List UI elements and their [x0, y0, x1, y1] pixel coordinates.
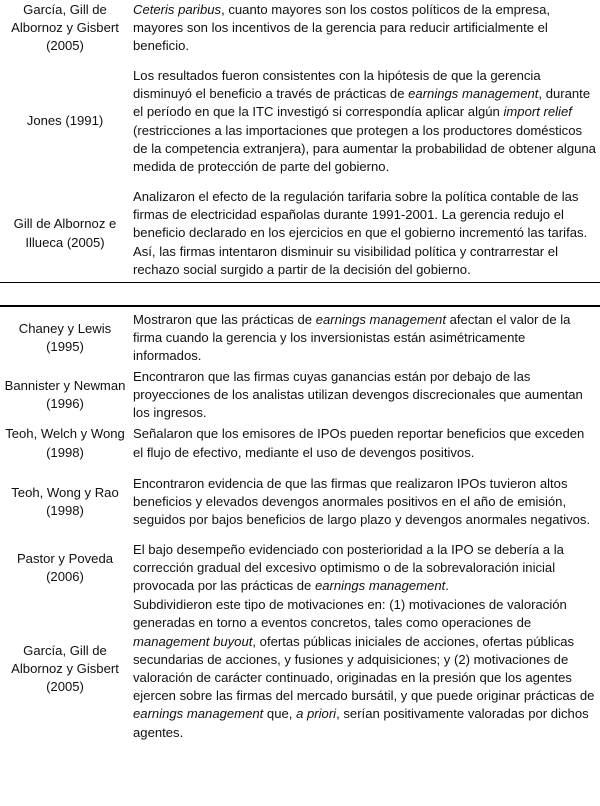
italic-text-run: earnings management — [408, 86, 539, 102]
text-run: , cuanto mayores son los costos políticos de la empresa, mayores son los incentivos de la gerencia para reducir artificialmente el beneficio. — [133, 1, 551, 54]
table-top-section — [0, 0, 600, 280]
table-row — [0, 367, 600, 423]
table-row — [0, 540, 600, 596]
description-cell — [130, 311, 600, 366]
italic-text-run: a priori — [296, 706, 337, 722]
table-bottom-rule — [0, 282, 600, 283]
description-cell — [130, 425, 600, 461]
table-row — [0, 0, 600, 56]
text-run: Analizaron el efecto de la regulación tarifaria sobre la política contable de las firmas de electricidad españolas durante 1991-2001. La gerencia redujo el beneficio declarado en los ejercicios en que el gobierno incrementó las tarifas. Así, las firmas intentaron disminuir su visibilidad política y contrarrestar el rechazo social surgido a partir de la decisión del gobierno. — [133, 188, 588, 277]
italic-text-run: import relief — [503, 104, 572, 120]
author-cell: Teoh, Wong y Rao (1998) — [11, 484, 119, 518]
italic-text-run: earnings management — [315, 311, 446, 327]
description-cell — [130, 368, 600, 423]
table-bottom-section — [0, 309, 600, 742]
text-run: afectan el valor de la firma cuando la gerencia y los inversionistas están asimétricamente informados. — [133, 311, 571, 364]
text-run: El bajo desempeño evidenciado con posterioridad a la IPO se debería a la corrección gradual del excesivo optimismo o de la sobrevaloración inicial provocada por las prácticas de — [133, 541, 564, 594]
description-cell — [130, 67, 600, 176]
italic-text-run: earnings management — [133, 706, 264, 722]
text-run: Mostraron que las prácticas de — [133, 311, 316, 327]
text-run: Señalaron que los emisores de IPOs pueden reportar beneficios que exceden el flujo de efectivo, mediante el uso de devengos positivos. — [133, 426, 585, 460]
table-row — [0, 464, 600, 540]
text-run: Los resultados fueron consistentes con la hipótesis de que la gerencia disminuyó el beneficio a través de prácticas de — [133, 67, 541, 102]
author-cell: Bannister y Newman (1996) — [4, 377, 126, 411]
table-row — [0, 596, 600, 742]
author-cell: Jones (1991) — [26, 113, 104, 129]
table-row — [0, 423, 600, 464]
description-cell — [130, 541, 600, 596]
author-cell: Pastor y Poveda (2006) — [16, 550, 114, 584]
description-cell — [130, 188, 600, 279]
table-row — [0, 56, 600, 187]
author-cell: Teoh, Welch y Wong (1998) — [5, 426, 125, 460]
description-cell — [130, 475, 600, 530]
table-row — [0, 187, 600, 280]
text-run: Subdividieron este tipo de motivaciones en: (1) motivaciones de valoración generadas en torno a eventos concretos, tales como operaciones de — [133, 597, 567, 631]
italic-text-run: Ceteris paribus — [133, 1, 222, 17]
table-row — [0, 309, 600, 367]
author-cell: García, Gill de Albornoz y Gisbert (2005) — [11, 1, 119, 54]
text-run: , ofertas públicas iniciales de acciones, ofertas públicas secundarias de acciones, y fusiones y adquisiciones; y (2) motivaciones de valoración de carácter continuado, originadas en la presión que los agentes ejercen sobre las firmas del mercado bursátil, y que puede originar prácticas de — [133, 633, 595, 704]
text-run: Encontraron que las firmas cuyas ganancias están por debajo de las proyecciones de los analistas utilizan devengos discrecionales que aumentan los ingresos. — [133, 368, 583, 421]
text-run: que, — [263, 706, 297, 722]
author-cell: García, Gill de Albornoz y Gisbert (2005) — [11, 642, 119, 695]
description-cell — [130, 596, 600, 742]
text-run: , durante el período en que la ITC investigó si correspondía aplicar algún — [133, 86, 591, 120]
text-run: (restricciones a las importaciones que protegen a los productores domésticos de la competencia extranjera), para aumentar la probabilidad de obtener alguna medida de protección de parte del gobierno. — [133, 122, 596, 174]
text-run: . — [445, 578, 449, 594]
text-run: Encontraron evidencia de que las firmas que realizaron IPOs tuvieron altos beneficios y elevados devengos anormales positivos en el año de emisión, seguidos por bajos beneficios de largo plazo y devengos anormales negativos. — [133, 475, 591, 528]
italic-text-run: earnings management — [314, 578, 446, 594]
table-top-rule — [0, 305, 600, 307]
description-cell — [130, 1, 600, 56]
italic-text-run: management buyout — [133, 633, 253, 649]
author-cell: Chaney y Lewis (1995) — [18, 320, 112, 354]
author-cell: Gill de Albornoz e Illueca (2005) — [13, 216, 117, 250]
text-run: , serían positivamente valoradas por dichos agentes. — [133, 706, 589, 740]
